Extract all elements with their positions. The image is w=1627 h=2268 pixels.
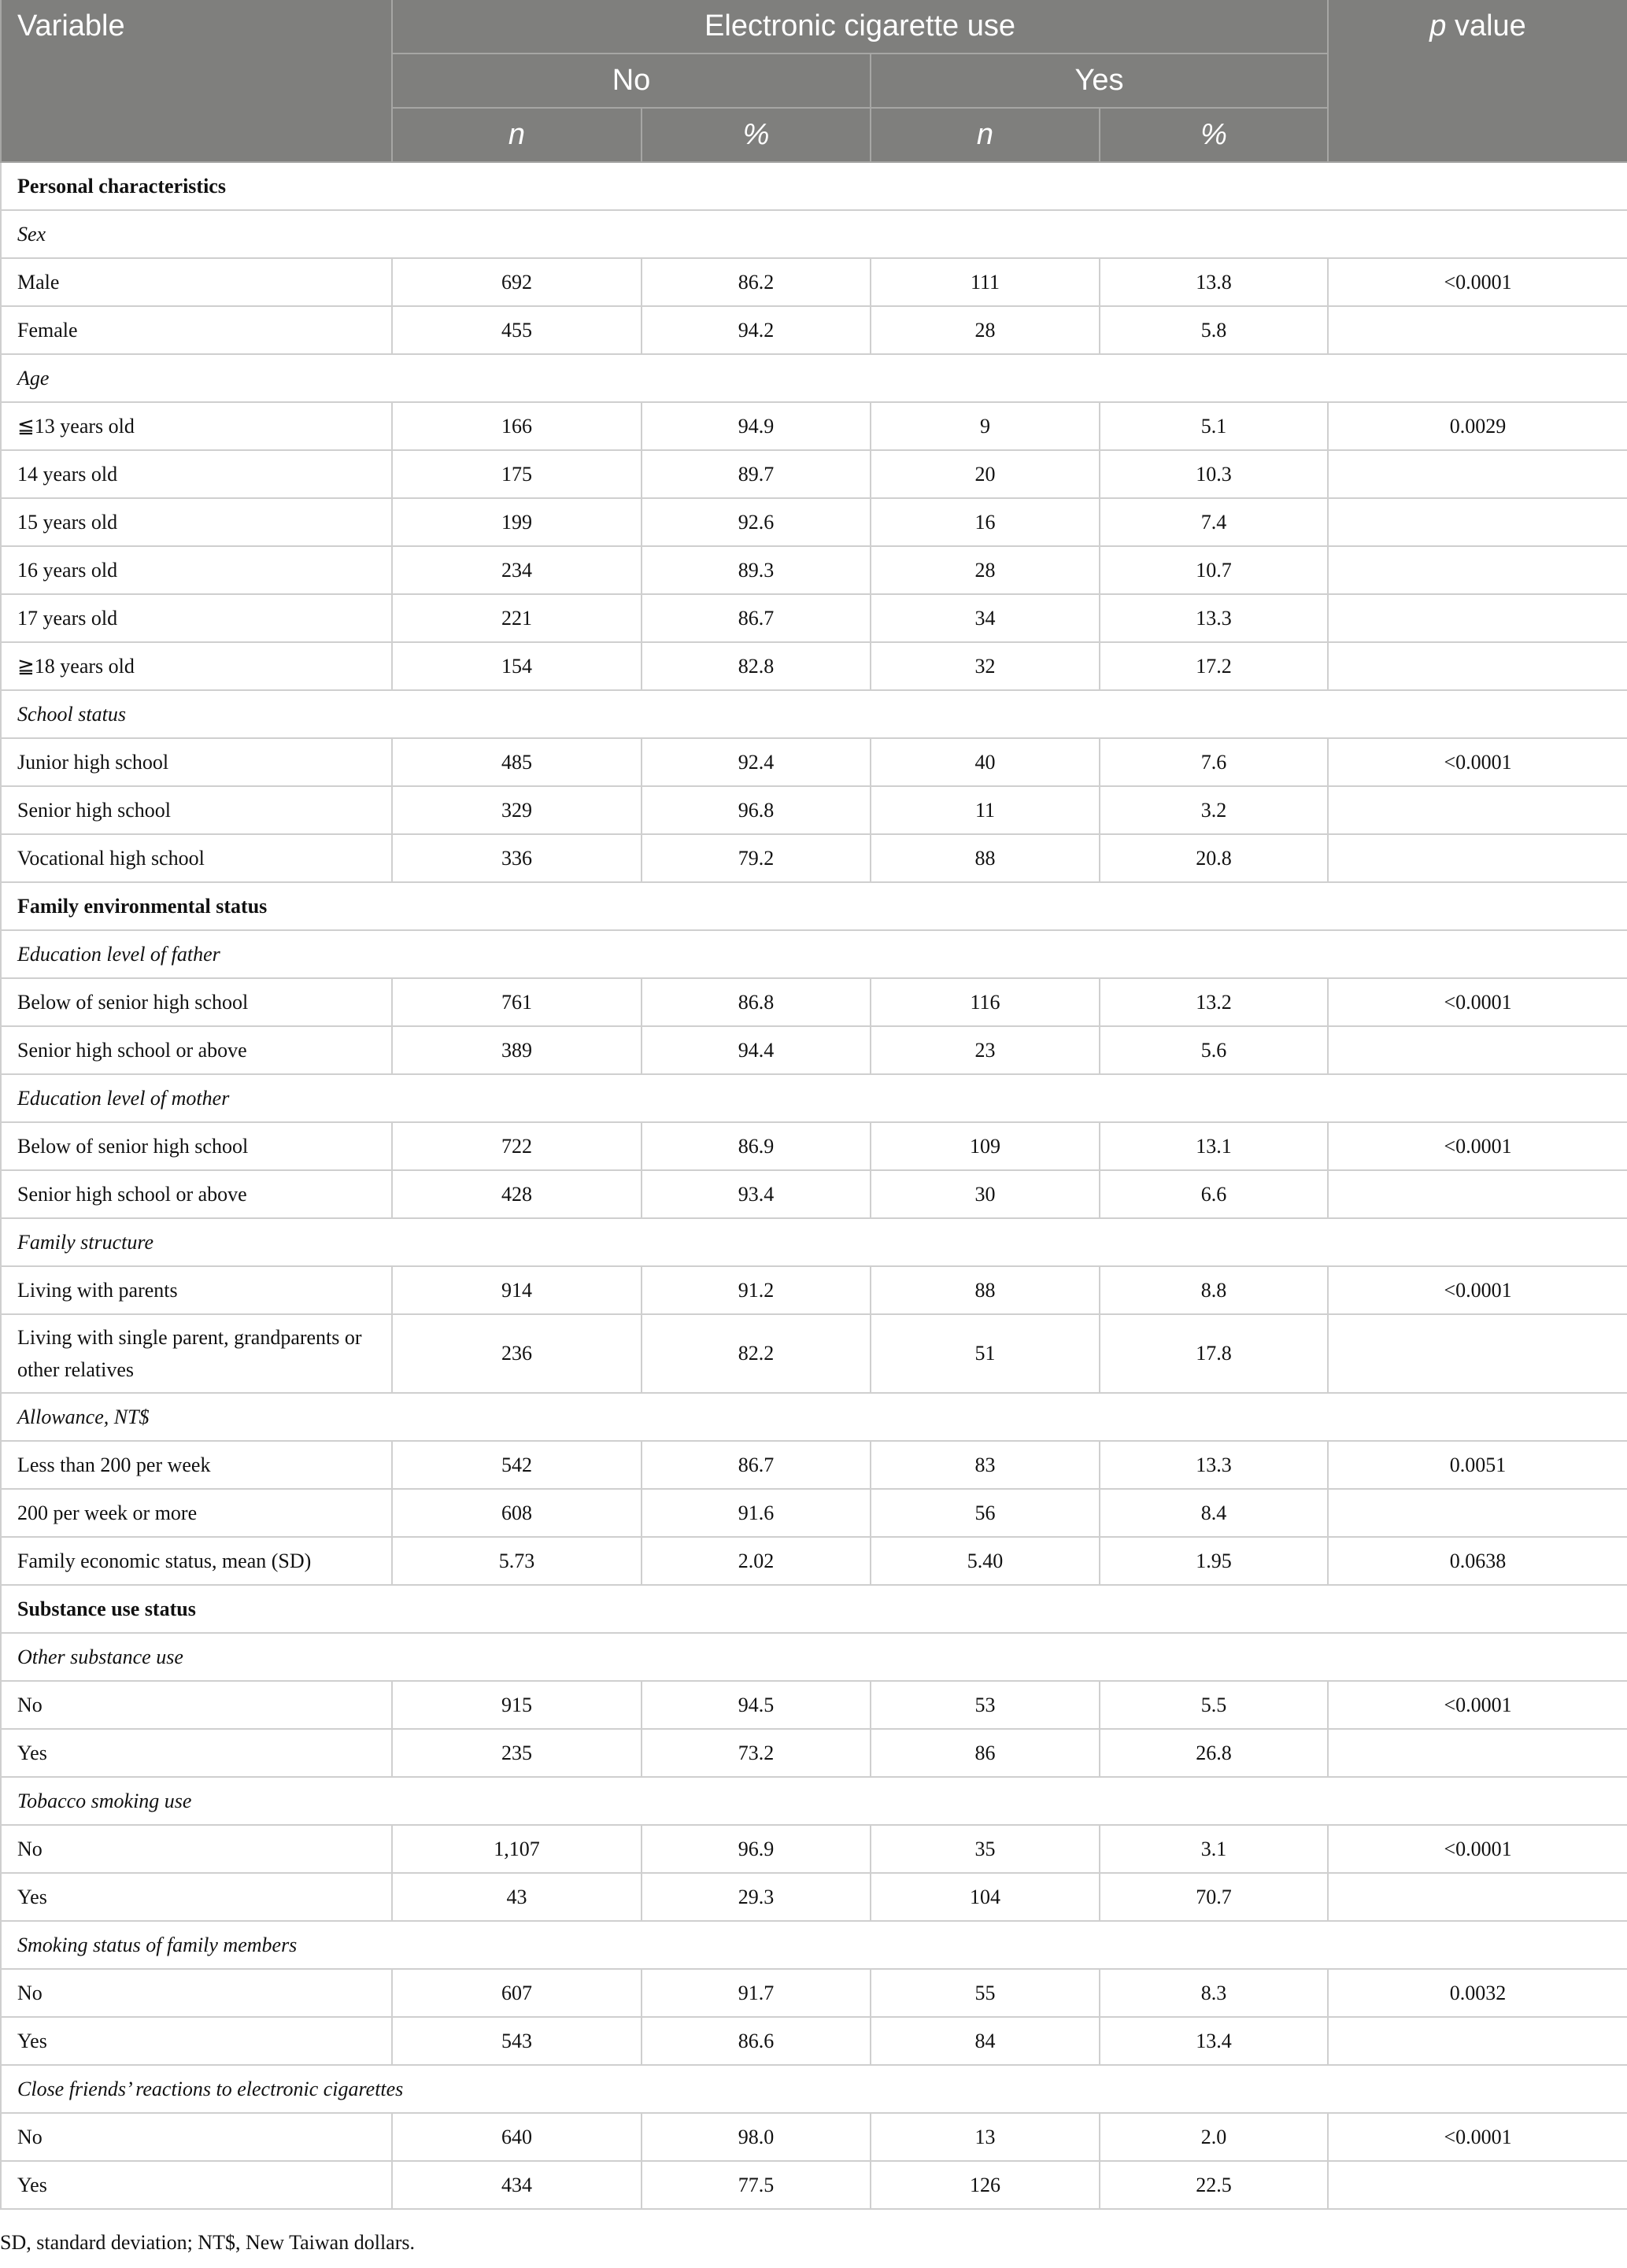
row-label: 14 years old — [1, 450, 392, 498]
cell-p-value: <0.0001 — [1328, 1266, 1627, 1314]
table-row — [1, 594, 1627, 642]
table-row — [1, 1489, 1627, 1537]
row-label: Senior high school — [1, 786, 392, 834]
table-row — [1, 1441, 1627, 1489]
cell-yes-pct: 10.3 — [1100, 450, 1328, 498]
cell-yes-n: 116 — [871, 978, 1100, 1026]
row-label: Senior high school or above — [1, 1026, 392, 1074]
row-label: Living with parents — [1, 1266, 392, 1314]
cell-yes-n: 55 — [871, 1969, 1100, 2017]
subgroup-row — [1, 1074, 1627, 1122]
cell-yes-n: 16 — [871, 498, 1100, 546]
cell-no-n: 428 — [392, 1170, 642, 1218]
cell-p-value: 0.0029 — [1328, 402, 1627, 450]
row-label: 16 years old — [1, 546, 392, 594]
cell-yes-pct: 13.3 — [1100, 594, 1328, 642]
row-label: Below of senior high school — [1, 978, 392, 1026]
cell-yes-pct: 8.8 — [1100, 1266, 1328, 1314]
cell-p-value: <0.0001 — [1328, 978, 1627, 1026]
table-row — [1, 1314, 1627, 1393]
cell-yes-n: 28 — [871, 306, 1100, 354]
cell-yes-n: 88 — [871, 1266, 1100, 1314]
subgroup-row — [1, 1777, 1627, 1825]
section-row — [1, 882, 1627, 930]
subgroup-title: Other substance use — [1, 1633, 1627, 1681]
table-row — [1, 1729, 1627, 1777]
cell-yes-n: 28 — [871, 546, 1100, 594]
row-label: 17 years old — [1, 594, 392, 642]
row-label: ≧18 years old — [1, 642, 392, 690]
row-label: No — [1, 1969, 392, 2017]
cell-p-value — [1328, 834, 1627, 882]
cell-yes-pct: 8.4 — [1100, 1489, 1328, 1537]
cell-yes-pct: 17.2 — [1100, 642, 1328, 690]
cell-no-n: 336 — [392, 834, 642, 882]
cell-yes-pct: 5.1 — [1100, 402, 1328, 450]
table-row — [1, 1969, 1627, 2017]
cell-no-pct: 98.0 — [642, 2113, 871, 2161]
cell-p-value — [1328, 1873, 1627, 1921]
row-label: No — [1, 2113, 392, 2161]
cell-no-n: 175 — [392, 450, 642, 498]
table-row — [1, 1026, 1627, 1074]
cell-no-pct: 77.5 — [642, 2161, 871, 2209]
table-row — [1, 786, 1627, 834]
cell-yes-pct: 5.6 — [1100, 1026, 1328, 1074]
subgroup-row — [1, 354, 1627, 402]
subgroup-row — [1, 690, 1627, 738]
table-row — [1, 1170, 1627, 1218]
row-label: 15 years old — [1, 498, 392, 546]
row-label: Yes — [1, 1729, 392, 1777]
row-label: Vocational high school — [1, 834, 392, 882]
cell-no-n: 221 — [392, 594, 642, 642]
header-yes-pct: % — [1100, 108, 1328, 162]
subgroup-row — [1, 210, 1627, 258]
table-row — [1, 978, 1627, 1026]
cell-no-pct: 86.2 — [642, 258, 871, 306]
cell-no-pct: 96.9 — [642, 1825, 871, 1873]
cell-yes-pct: 13.3 — [1100, 1441, 1328, 1489]
cell-yes-n: 11 — [871, 786, 1100, 834]
cell-yes-pct: 5.8 — [1100, 306, 1328, 354]
cell-no-pct: 91.7 — [642, 1969, 871, 2017]
cell-p-value — [1328, 786, 1627, 834]
table-row — [1, 2017, 1627, 2065]
header-p-value — [1328, 0, 1627, 162]
subgroup-row — [1, 1393, 1627, 1441]
cell-yes-pct: 3.2 — [1100, 786, 1328, 834]
header-no-pct: % — [642, 108, 871, 162]
cell-yes-n: 51 — [871, 1314, 1100, 1393]
cell-yes-pct: 5.5 — [1100, 1681, 1328, 1729]
row-label: Senior high school or above — [1, 1170, 392, 1218]
cell-p-value — [1328, 2161, 1627, 2209]
cell-p-value — [1328, 498, 1627, 546]
cell-p-value: 0.0638 — [1328, 1537, 1627, 1585]
cell-p-value — [1328, 1170, 1627, 1218]
row-label: No — [1, 1825, 392, 1873]
cell-yes-n: 9 — [871, 402, 1100, 450]
cell-no-n: 485 — [392, 738, 642, 786]
cell-no-pct: 92.4 — [642, 738, 871, 786]
cell-no-pct: 92.6 — [642, 498, 871, 546]
cell-p-value — [1328, 1489, 1627, 1537]
row-label: Yes — [1, 1873, 392, 1921]
table-row — [1, 834, 1627, 882]
cell-p-value — [1328, 546, 1627, 594]
cell-yes-n: 5.40 — [871, 1537, 1100, 1585]
table-row — [1, 1537, 1627, 1585]
cell-no-n: 389 — [392, 1026, 642, 1074]
cell-no-pct: 86.8 — [642, 978, 871, 1026]
cell-no-n: 329 — [392, 786, 642, 834]
subgroup-row — [1, 1633, 1627, 1681]
cell-yes-pct: 22.5 — [1100, 2161, 1328, 2209]
cell-p-value: <0.0001 — [1328, 258, 1627, 306]
cell-yes-n: 109 — [871, 1122, 1100, 1170]
cell-no-n: 1,107 — [392, 1825, 642, 1873]
cell-p-value: 0.0051 — [1328, 1441, 1627, 1489]
cell-yes-pct: 20.8 — [1100, 834, 1328, 882]
cell-yes-n: 30 — [871, 1170, 1100, 1218]
subgroup-title: Education level of father — [1, 930, 1627, 978]
cell-yes-pct: 13.2 — [1100, 978, 1328, 1026]
cell-yes-n: 13 — [871, 2113, 1100, 2161]
subgroup-title: Sex — [1, 210, 1627, 258]
cell-no-pct: 93.4 — [642, 1170, 871, 1218]
cell-no-n: 692 — [392, 258, 642, 306]
cell-p-value — [1328, 1729, 1627, 1777]
cell-no-n: 234 — [392, 546, 642, 594]
cell-no-n: 166 — [392, 402, 642, 450]
header-no: No — [392, 54, 871, 108]
row-label: ≦13 years old — [1, 402, 392, 450]
cell-no-n: 722 — [392, 1122, 642, 1170]
subgroup-title: Education level of mother — [1, 1074, 1627, 1122]
cell-no-n: 542 — [392, 1441, 642, 1489]
subgroup-title: Close friends’ reactions to electronic cigarettes — [1, 2065, 1627, 2113]
cell-yes-n: 53 — [871, 1681, 1100, 1729]
cell-no-pct: 82.8 — [642, 642, 871, 690]
table-row — [1, 1825, 1627, 1873]
cell-no-n: 199 — [392, 498, 642, 546]
table-row — [1, 1873, 1627, 1921]
table-row — [1, 2161, 1627, 2209]
section-row — [1, 162, 1627, 210]
cell-no-pct: 29.3 — [642, 1873, 871, 1921]
table-row — [1, 450, 1627, 498]
cell-no-pct: 94.4 — [642, 1026, 871, 1074]
header-p-letter: p — [1429, 9, 1447, 42]
table-row — [1, 402, 1627, 450]
cell-no-n: 543 — [392, 2017, 642, 2065]
row-label: Below of senior high school — [1, 1122, 392, 1170]
cell-no-n: 236 — [392, 1314, 642, 1393]
cell-p-value: 0.0032 — [1328, 1969, 1627, 2017]
subgroup-row — [1, 2065, 1627, 2113]
cell-yes-pct: 2.0 — [1100, 2113, 1328, 2161]
subgroup-title: Allowance, NT$ — [1, 1393, 1627, 1441]
cell-no-pct: 82.2 — [642, 1314, 871, 1393]
table-row — [1, 306, 1627, 354]
cell-yes-n: 32 — [871, 642, 1100, 690]
cell-yes-pct: 13.1 — [1100, 1122, 1328, 1170]
subgroup-title: Age — [1, 354, 1627, 402]
cell-p-value — [1328, 306, 1627, 354]
cell-p-value — [1328, 1314, 1627, 1393]
cell-p-value — [1328, 2017, 1627, 2065]
row-label: Junior high school — [1, 738, 392, 786]
subgroup-title: Smoking status of family members — [1, 1921, 1627, 1969]
cell-yes-pct: 10.7 — [1100, 546, 1328, 594]
table-row — [1, 498, 1627, 546]
table-row — [1, 1122, 1627, 1170]
subgroup-title: School status — [1, 690, 1627, 738]
cell-no-n: 235 — [392, 1729, 642, 1777]
cell-yes-n: 20 — [871, 450, 1100, 498]
section-title: Personal characteristics — [1, 162, 1627, 210]
cell-no-pct: 86.9 — [642, 1122, 871, 1170]
cell-no-pct: 86.7 — [642, 1441, 871, 1489]
cell-yes-n: 83 — [871, 1441, 1100, 1489]
subgroup-title: Family structure — [1, 1218, 1627, 1266]
cell-yes-pct: 13.8 — [1100, 258, 1328, 306]
table-row — [1, 258, 1627, 306]
cell-no-n: 761 — [392, 978, 642, 1026]
cell-no-pct: 96.8 — [642, 786, 871, 834]
row-label: Yes — [1, 2017, 392, 2065]
cell-no-pct: 94.2 — [642, 306, 871, 354]
row-label: Family economic status, mean (SD) — [1, 1537, 392, 1585]
cell-yes-pct: 7.4 — [1100, 498, 1328, 546]
section-title: Family environmental status — [1, 882, 1627, 930]
section-title: Substance use status — [1, 1585, 1627, 1633]
cell-no-pct: 89.3 — [642, 546, 871, 594]
cell-yes-pct: 6.6 — [1100, 1170, 1328, 1218]
cell-no-pct: 91.6 — [642, 1489, 871, 1537]
cell-yes-pct: 7.6 — [1100, 738, 1328, 786]
table-row — [1, 2113, 1627, 2161]
cell-no-pct: 73.2 — [642, 1729, 871, 1777]
cell-no-n: 154 — [392, 642, 642, 690]
cell-yes-pct: 26.8 — [1100, 1729, 1328, 1777]
header-yes-n: n — [871, 108, 1100, 162]
cell-yes-n: 104 — [871, 1873, 1100, 1921]
cell-p-value: <0.0001 — [1328, 1122, 1627, 1170]
cell-p-value: <0.0001 — [1328, 2113, 1627, 2161]
cell-no-n: 640 — [392, 2113, 642, 2161]
row-label: Female — [1, 306, 392, 354]
cell-yes-n: 34 — [871, 594, 1100, 642]
subgroup-row — [1, 1921, 1627, 1969]
row-label: Less than 200 per week — [1, 1441, 392, 1489]
cell-yes-n: 86 — [871, 1729, 1100, 1777]
cell-yes-n: 111 — [871, 258, 1100, 306]
cell-no-pct: 94.5 — [642, 1681, 871, 1729]
cell-no-pct: 2.02 — [642, 1537, 871, 1585]
table-body — [1, 162, 1627, 2209]
row-label: 200 per week or more — [1, 1489, 392, 1537]
row-label: Male — [1, 258, 392, 306]
row-label: No — [1, 1681, 392, 1729]
cell-no-pct: 91.2 — [642, 1266, 871, 1314]
table-row — [1, 1681, 1627, 1729]
subgroup-title: Tobacco smoking use — [1, 1777, 1627, 1825]
row-label: Living with single parent, grandparents or other relatives — [1, 1314, 392, 1393]
cell-yes-pct: 17.8 — [1100, 1314, 1328, 1393]
table-row — [1, 642, 1627, 690]
cell-no-pct: 86.6 — [642, 2017, 871, 2065]
row-label: Yes — [1, 2161, 392, 2209]
cell-yes-n: 40 — [871, 738, 1100, 786]
subgroup-row — [1, 930, 1627, 978]
header-group: Electronic cigarette use — [392, 0, 1328, 54]
cell-p-value: <0.0001 — [1328, 1681, 1627, 1729]
cell-no-pct: 79.2 — [642, 834, 871, 882]
header-variable: Variable — [1, 0, 392, 162]
table-header — [1, 0, 1627, 162]
cell-no-pct: 94.9 — [642, 402, 871, 450]
footnote: SD, standard deviation; NT$, New Taiwan dollars. — [0, 2231, 415, 2254]
cell-no-n: 914 — [392, 1266, 642, 1314]
cell-p-value: <0.0001 — [1328, 738, 1627, 786]
cell-p-value — [1328, 594, 1627, 642]
cell-no-pct: 89.7 — [642, 450, 871, 498]
cell-no-n: 5.73 — [392, 1537, 642, 1585]
header-no-n: n — [392, 108, 642, 162]
cell-yes-n: 88 — [871, 834, 1100, 882]
cell-yes-n: 126 — [871, 2161, 1100, 2209]
cell-yes-n: 56 — [871, 1489, 1100, 1537]
cell-yes-n: 35 — [871, 1825, 1100, 1873]
cell-yes-pct: 8.3 — [1100, 1969, 1328, 2017]
header-yes: Yes — [871, 54, 1328, 108]
cell-no-n: 455 — [392, 306, 642, 354]
cell-yes-n: 84 — [871, 2017, 1100, 2065]
cell-p-value — [1328, 642, 1627, 690]
cell-no-n: 607 — [392, 1969, 642, 2017]
header-p-word: value — [1446, 9, 1526, 42]
cell-yes-pct: 13.4 — [1100, 2017, 1328, 2065]
cell-p-value — [1328, 1026, 1627, 1074]
cell-yes-n: 23 — [871, 1026, 1100, 1074]
cell-no-n: 434 — [392, 2161, 642, 2209]
cell-yes-pct: 70.7 — [1100, 1873, 1328, 1921]
cell-no-n: 915 — [392, 1681, 642, 1729]
cell-no-n: 608 — [392, 1489, 642, 1537]
table-row — [1, 738, 1627, 786]
cell-p-value: <0.0001 — [1328, 1825, 1627, 1873]
cell-yes-pct: 1.95 — [1100, 1537, 1328, 1585]
cell-p-value — [1328, 450, 1627, 498]
cell-yes-pct: 3.1 — [1100, 1825, 1328, 1873]
table-row — [1, 1266, 1627, 1314]
table-row — [1, 546, 1627, 594]
subgroup-row — [1, 1218, 1627, 1266]
section-row — [1, 1585, 1627, 1633]
cell-no-n: 43 — [392, 1873, 642, 1921]
cell-no-pct: 86.7 — [642, 594, 871, 642]
